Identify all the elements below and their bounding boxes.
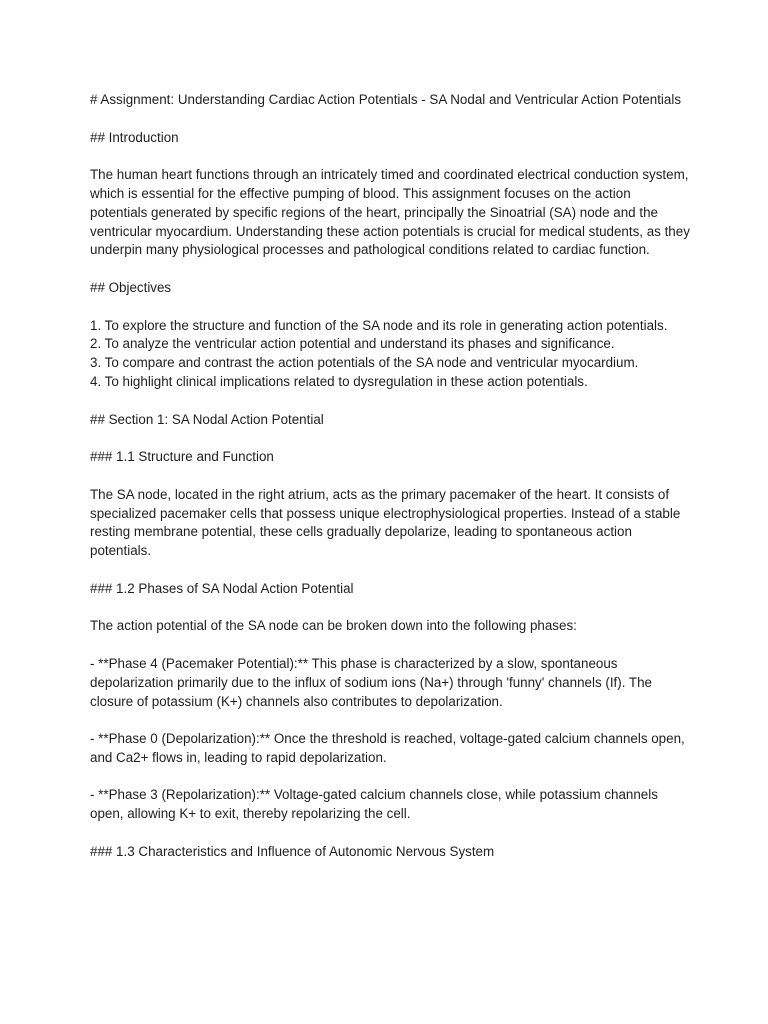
objective-item: 2. To analyze the ventricular action potential and understand its phases and significance. <box>90 336 615 352</box>
section-1-heading: ## Section 1: SA Nodal Action Potential <box>90 411 324 427</box>
phase-item: - **Phase 4 (Pacemaker Potential):** This phase is characterized by a slow, spontaneous depolarization primarily due to the influx of sodium ions (Na+) through 'funny' channels (If). The closure of potassium (K+) channels also contributes to depolarization. <box>90 655 652 709</box>
subsection-1-3-heading: ### 1.3 Characteristics and Influence of Autonomic Nervous System <box>90 843 495 859</box>
phase-item: - **Phase 3 (Repolarization):** Voltage-gated calcium channels close, while potassium channels open, allowing K+ to exit, thereby repolarizing the cell. <box>90 787 658 822</box>
objective-item: 1. To explore the structure and function of the SA node and its role in generating action potentials. <box>90 317 668 333</box>
introduction-paragraph: The human heart functions through an intricately timed and coordinated electrical conduction system, which is essential for the effective pumping of blood. This assignment focuses on the action potentials generated by specific regions of the heart, principally the Sinoatrial (SA) node and the ventricular myocardium. Understanding these action potentials is crucial for medical students, as they underpin many physiological processes and pathological conditions related to cardiac function. <box>90 167 690 258</box>
subsection-1-2-intro: The action potential of the SA node can be broken down into the following phases: <box>90 618 577 634</box>
objective-item: 4. To highlight clinical implications related to dysregulation in these action potentials. <box>90 373 588 389</box>
document-body <box>90 91 690 880</box>
objectives-heading: ## Objectives <box>90 279 172 295</box>
phase-item: - **Phase 0 (Depolarization):** Once the threshold is reached, voltage-gated calcium channels open, and Ca2+ flows in, leading to rapid depolarization. <box>90 731 685 765</box>
document-title: # Assignment: Understanding Cardiac Action Potentials - SA Nodal and Ventricular Action Potentials <box>90 92 682 107</box>
introduction-heading: ## Introduction <box>90 129 179 145</box>
subsection-1-1-heading: ### 1.1 Structure and Function <box>90 449 274 465</box>
subsection-1-1-paragraph: The SA node, located in the right atrium, acts as the primary pacemaker of the heart. It consists of specialized pacemaker cells that possess unique electrophysiological properties. Instead of a stable resting membrane potential, these cells gradually depolarize, leading to spontaneous action potentials. <box>90 486 681 559</box>
subsection-1-2-heading: ### 1.2 Phases of SA Nodal Action Potential <box>90 580 354 596</box>
objective-item: 3. To compare and contrast the action potentials of the SA node and ventricular myocardium. <box>90 355 639 371</box>
